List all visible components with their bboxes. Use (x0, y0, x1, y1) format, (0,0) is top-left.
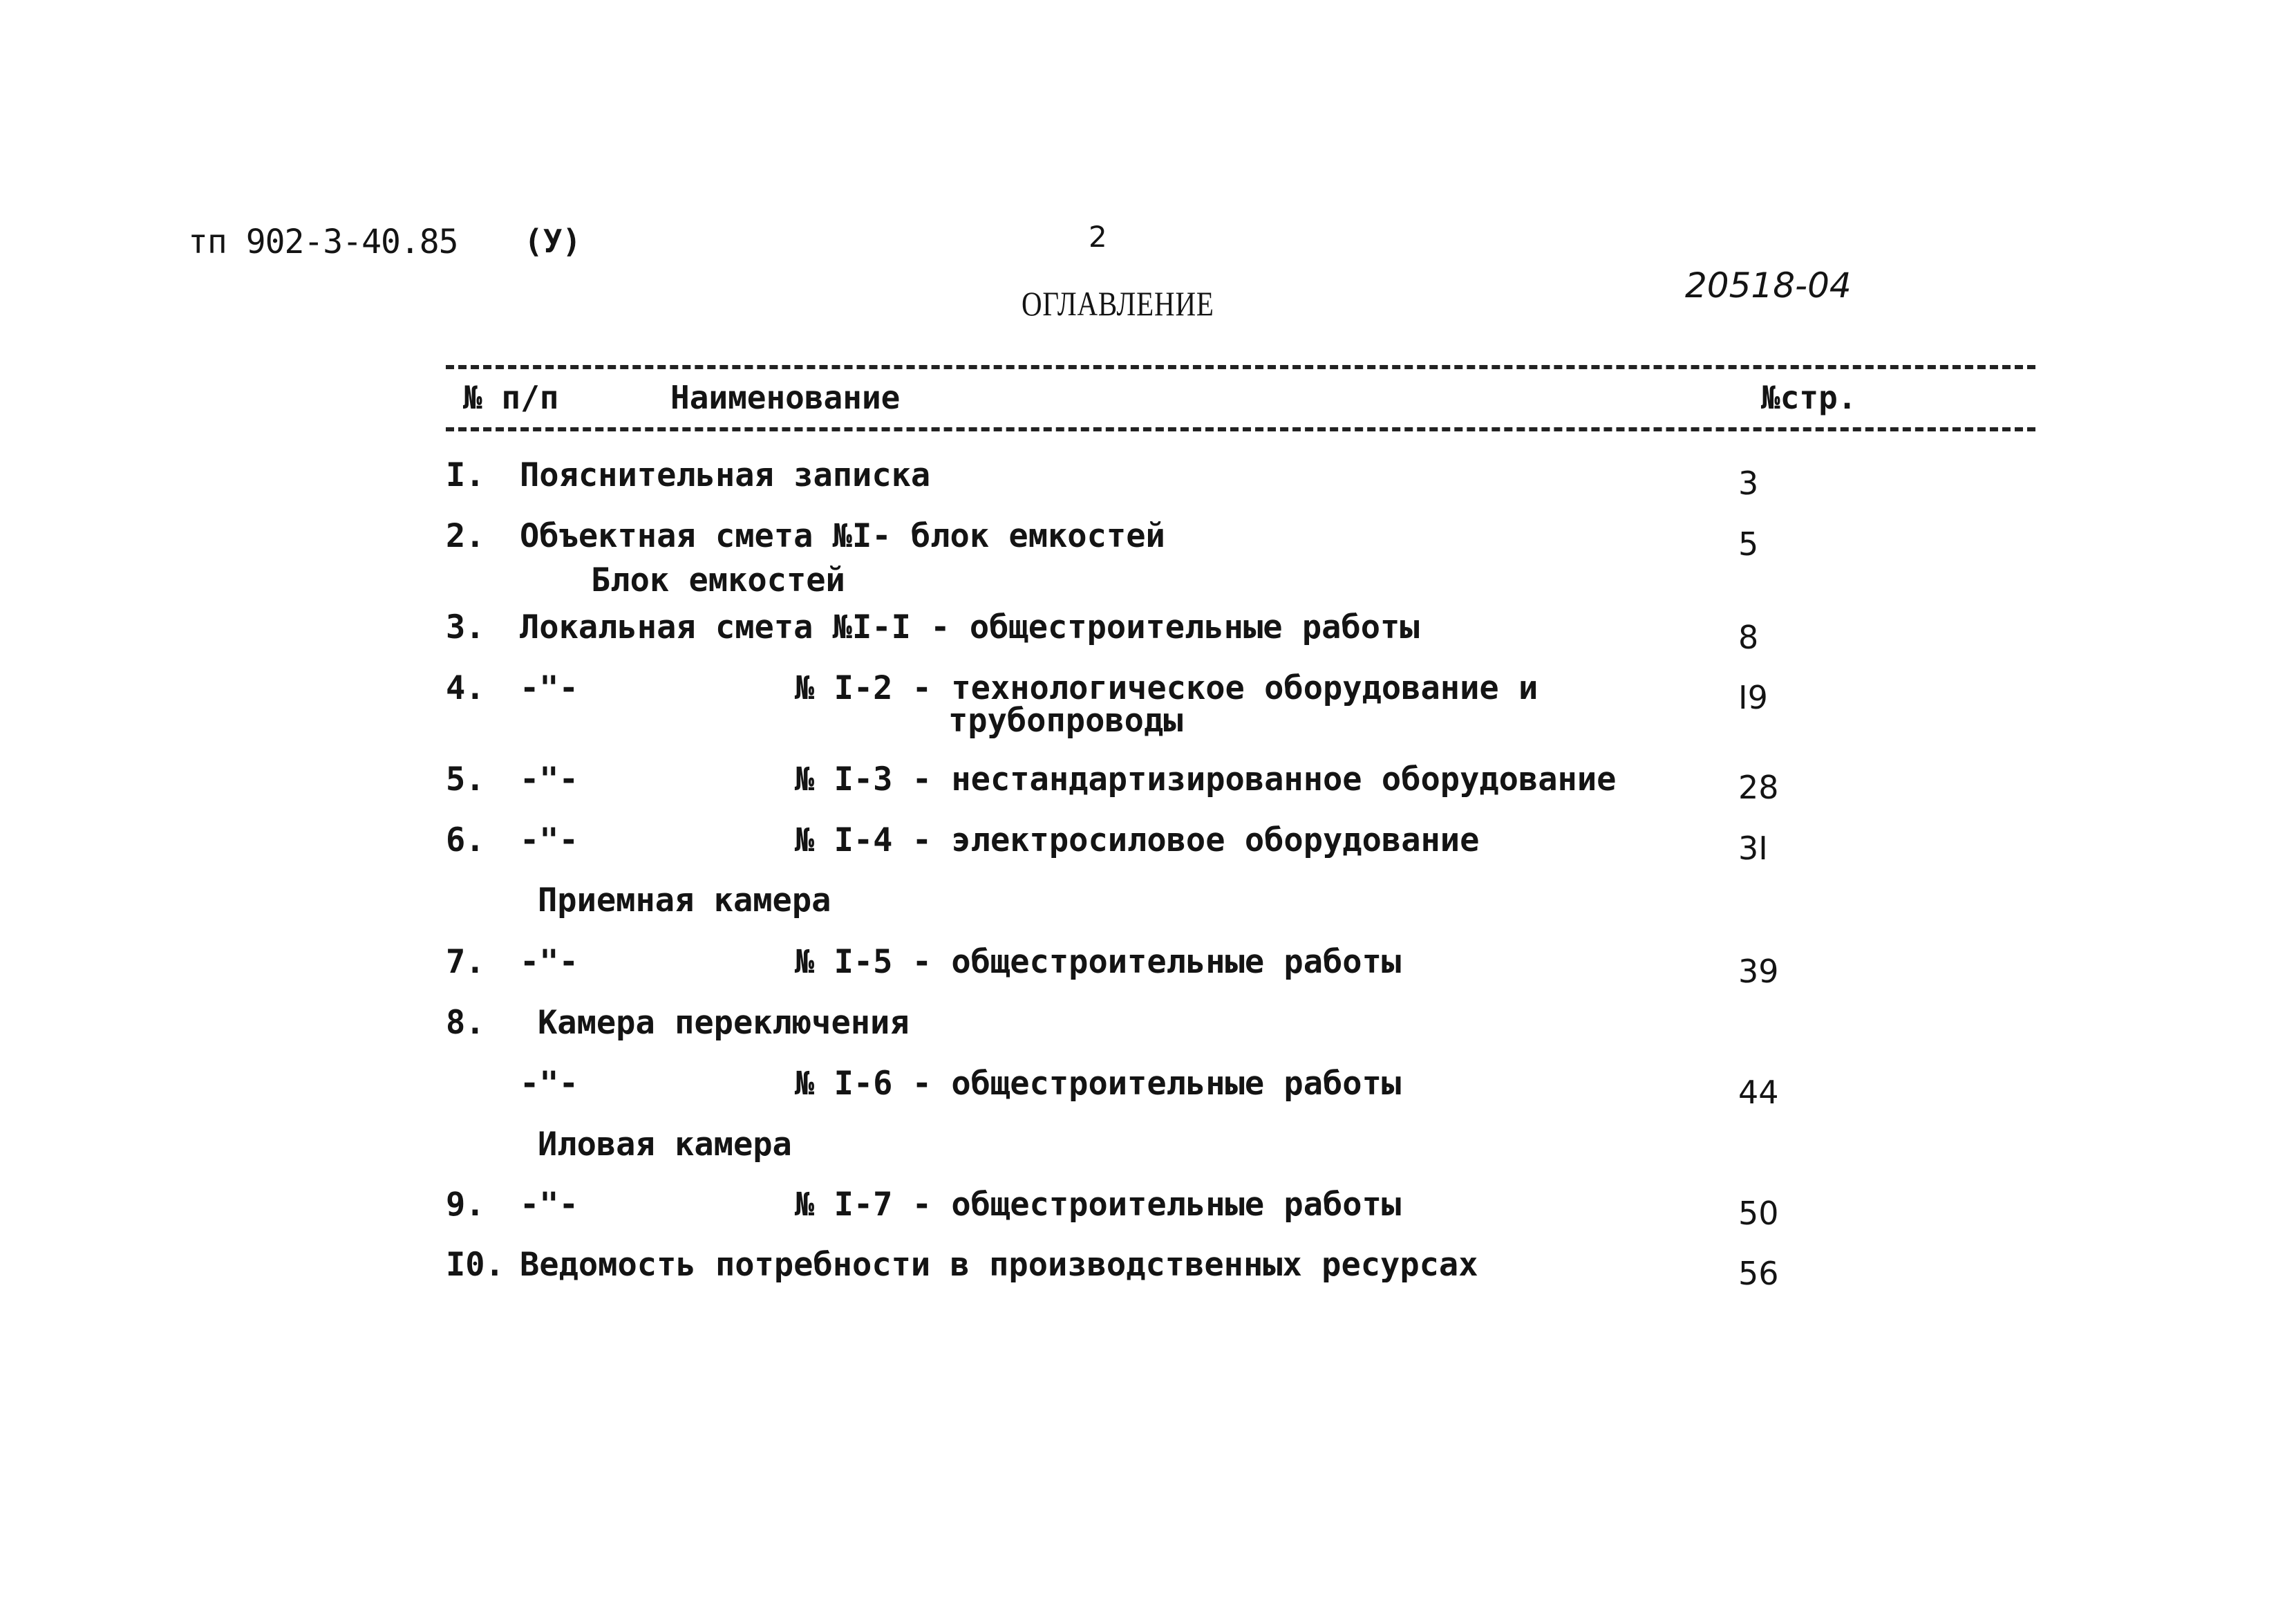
handwritten-number: 20518-04 (1685, 265, 1852, 306)
page-number: 2 (1089, 220, 1107, 254)
row-title: Пояснительная записка (520, 456, 931, 494)
row-number: 9. (446, 1186, 485, 1224)
row-number: 7. (446, 943, 485, 981)
column-header-page: №стр. (1761, 379, 1857, 416)
document-code: тп 902-3-40.85 (188, 223, 458, 261)
row-page: 44 (1738, 1074, 1779, 1111)
row-page: 8 (1738, 619, 1759, 656)
row-number: 8. (446, 1004, 485, 1042)
row-subtitle: Блок емкостей (591, 561, 845, 599)
row-page: 50 (1738, 1195, 1779, 1232)
document-suffix: (У) (524, 223, 582, 260)
row-number: 3. (446, 608, 485, 646)
row-number: I. (446, 456, 485, 494)
column-header-name: Наименование (670, 379, 901, 416)
row-estimate: № I-7 - общестроительные работы (795, 1186, 1402, 1224)
row-ditto-mark: -"- (520, 669, 578, 707)
section-heading: Камера переключения (538, 1004, 910, 1042)
row-page: 28 (1738, 769, 1779, 806)
dashed-rule-top (446, 365, 2035, 369)
row-page: 3 (1738, 465, 1759, 502)
row-title: Локальная смета №I-I - общестроительные работы (520, 608, 1420, 646)
row-ditto-mark: -"- (520, 1065, 578, 1103)
row-number: I0. (446, 1246, 505, 1284)
row-ditto-mark: -"- (520, 821, 578, 859)
row-page: 5 (1738, 525, 1759, 563)
row-title: Ведомость потребности в производственных ресурсах (520, 1246, 1478, 1284)
row-ditto-mark: -"- (520, 1186, 578, 1224)
row-number: 6. (446, 821, 485, 859)
row-title: Объектная смета №I- блок емкостей (520, 517, 1165, 555)
row-page: I9 (1738, 679, 1768, 716)
row-number: 4. (446, 669, 485, 707)
row-ditto-mark: -"- (520, 943, 578, 981)
row-estimate: № I-4 - электросиловое оборудование (795, 821, 1480, 859)
section-heading: Иловая камера (538, 1126, 792, 1164)
dashed-rule-bottom (446, 427, 2035, 431)
row-estimate: № I-3 - нестандартизированное оборудование (795, 760, 1617, 798)
section-heading: Приемная камера (538, 881, 831, 919)
row-page: 3I (1738, 830, 1768, 867)
row-ditto-mark: -"- (520, 760, 578, 798)
row-number: 2. (446, 517, 485, 555)
row-estimate: № I-5 - общестроительные работы (795, 943, 1402, 981)
row-page: 56 (1738, 1255, 1779, 1292)
page-title: ОГЛАВЛЕНИЕ (1022, 284, 1214, 323)
row-estimate: № I-2 - технологическое оборудование и (795, 669, 1538, 707)
row-estimate: № I-6 - общестроительные работы (795, 1065, 1402, 1103)
row-number: 5. (446, 760, 485, 798)
row-continuation: трубопроводы (948, 702, 1183, 740)
column-header-number: № п/п (463, 379, 559, 416)
row-page: 39 (1738, 953, 1779, 990)
